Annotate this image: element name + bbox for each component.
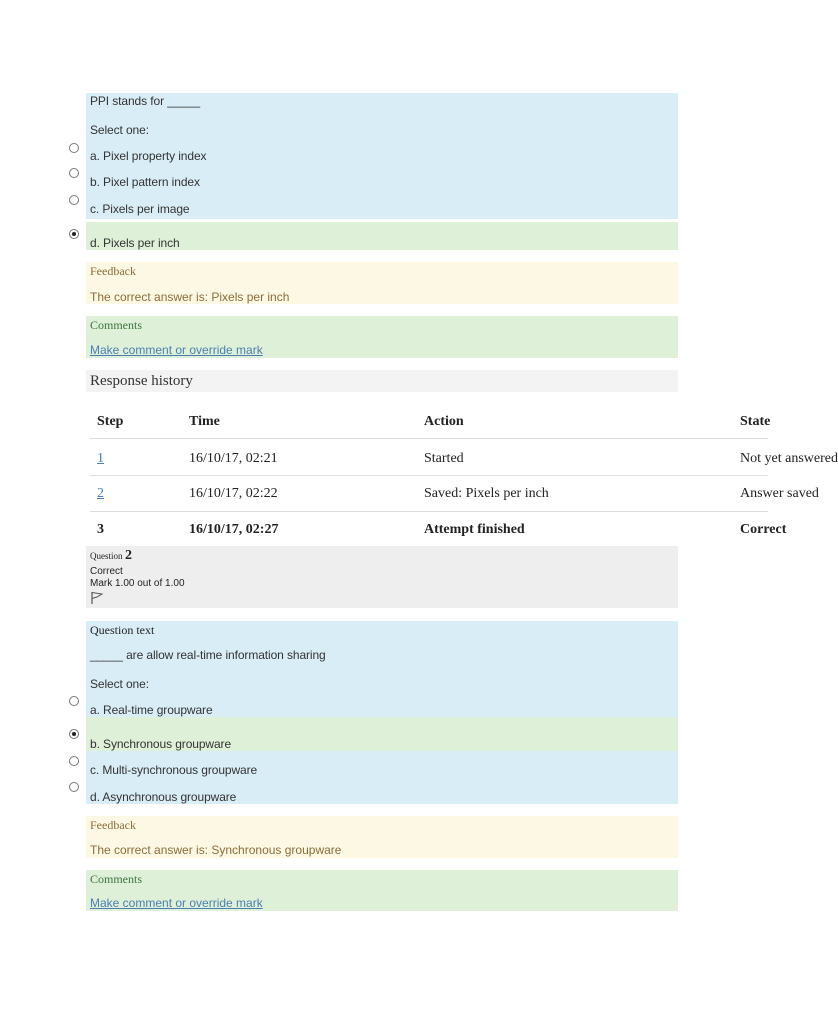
q1-feedback-text: The correct answer is: Pixels per inch: [90, 290, 290, 304]
q2-question-text: _____ are allow real-time information sharing: [90, 648, 326, 662]
q2-option-c[interactable]: c. Multi-synchronous groupware: [90, 763, 258, 777]
q2-mark: Mark 1.00 out of 1.00: [90, 578, 185, 589]
q1-comments-title: Comments: [90, 318, 143, 332]
history-header-state: State: [740, 414, 771, 429]
q2-radio-d[interactable]: [69, 782, 79, 792]
q1-feedback-title: Feedback: [90, 264, 136, 278]
q2-select-one: Select one:: [90, 677, 149, 691]
history-row-3-action: Attempt finished: [424, 522, 525, 537]
history-row-2-action: Saved: Pixels per inch: [424, 486, 549, 501]
history-row-3-time: 16/10/17, 02:27: [189, 522, 279, 537]
history-row-1-time: 16/10/17, 02:21: [189, 451, 278, 466]
q2-number-value: 2: [125, 548, 133, 563]
history-row-2-state: Answer saved: [740, 486, 819, 501]
flag-icon[interactable]: [90, 591, 104, 605]
history-row-divider: [90, 511, 768, 512]
q2-option-b[interactable]: b. Synchronous groupware: [90, 737, 232, 751]
q1-option-d[interactable]: d. Pixels per inch: [90, 236, 180, 250]
step-link-1[interactable]: 1: [97, 451, 104, 466]
history-row-3-step: 3: [97, 522, 104, 537]
q1-option-b[interactable]: b. Pixel pattern index: [90, 175, 200, 189]
history-row-2-step[interactable]: [97, 486, 104, 502]
history-header-time: Time: [189, 414, 220, 429]
q2-question-text-title: Question text: [90, 623, 155, 637]
history-header-divider: [90, 438, 768, 439]
q1-radio-c[interactable]: [69, 195, 79, 205]
q1-radio-d[interactable]: [69, 229, 79, 239]
history-header-step: Step: [97, 414, 124, 429]
history-row-1-action: Started: [424, 451, 464, 466]
q2-option-a[interactable]: a. Real-time groupware: [90, 703, 213, 717]
q2-info-panel: [86, 546, 678, 608]
q2-comments-title: Comments: [90, 872, 143, 886]
step-link-2[interactable]: 2: [97, 486, 104, 501]
q1-select-one: Select one:: [90, 123, 149, 137]
q2-feedback-text: The correct answer is: Synchronous groupware: [90, 843, 342, 857]
q2-number: [90, 548, 132, 564]
history-row-1-step[interactable]: [97, 451, 104, 467]
q2-radio-a[interactable]: [69, 696, 79, 706]
q2-feedback-title: Feedback: [90, 818, 136, 832]
history-row-3-state: Correct: [740, 522, 787, 537]
q2-option-d[interactable]: d. Asynchronous groupware: [90, 790, 237, 804]
q1-question-text: PPI stands for _____: [90, 94, 201, 108]
history-row-divider: [90, 475, 768, 476]
q2-number-label: Question: [90, 551, 123, 561]
q2-radio-c[interactable]: [69, 756, 79, 766]
q2-radio-b[interactable]: [69, 729, 79, 739]
history-row-1-state: Not yet answered: [740, 451, 838, 466]
q2-status: Correct: [90, 566, 123, 577]
history-row-2-time: 16/10/17, 02:22: [189, 486, 278, 501]
q1-radio-a[interactable]: [69, 143, 79, 153]
q1-option-a[interactable]: a. Pixel property index: [90, 149, 207, 163]
q1-comment-link[interactable]: Make comment or override mark: [90, 343, 263, 357]
q1-option-c[interactable]: c. Pixels per image: [90, 202, 190, 216]
q1-radio-b[interactable]: [69, 168, 79, 178]
q2-comment-link[interactable]: Make comment or override mark: [90, 896, 263, 910]
history-header-action: Action: [424, 414, 464, 429]
history-title: Response history: [90, 373, 193, 389]
